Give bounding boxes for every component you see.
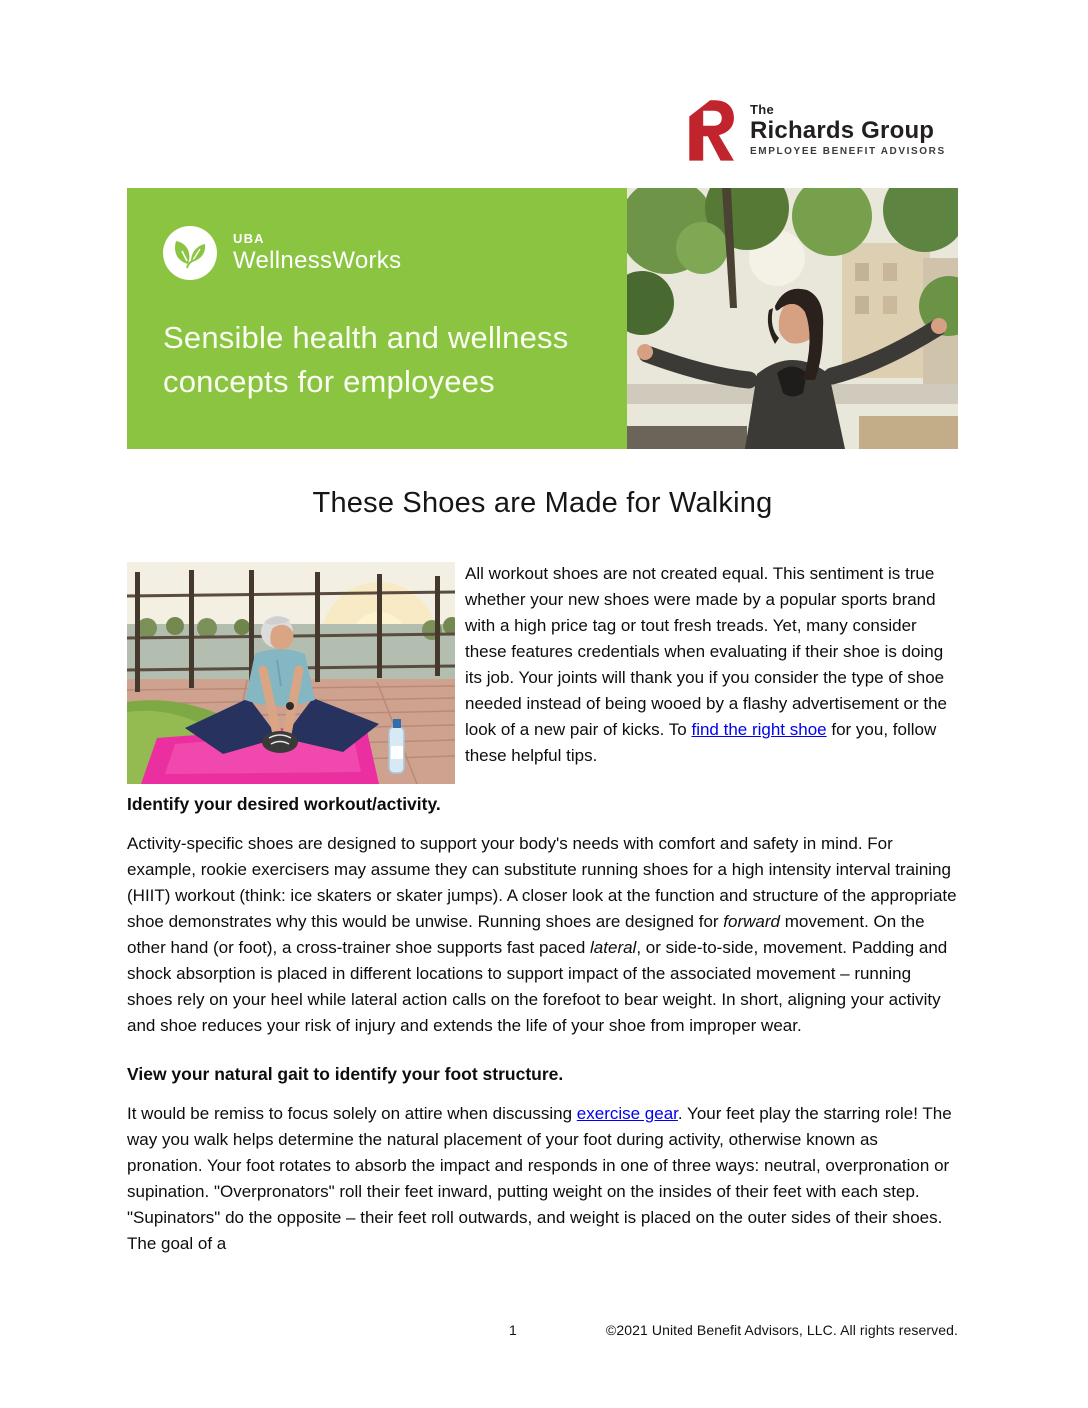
logo-tagline: EMPLOYEE BENEFIT ADVISORS [750, 146, 946, 158]
page-title: These Shoes are Made for Walking [312, 487, 773, 519]
section-heading-workout: Identify your desired workout/activity. [127, 794, 441, 814]
richards-group-logo [680, 92, 946, 166]
text-run: It would be remiss to focus solely on attire when discussing [127, 1103, 577, 1123]
text-run: All workout shoes are not created equal. This sentiment is true whether your new shoes were made by a popular sports brand with a high price tag or tout fresh treads. Yet, many consider these features credentials when evaluating if their shoe is doing its job. Your joints will thank you if you consider the type of shoe needed instead of being wooed by a flashy advertisement or the look of a new pair of kicks. To [465, 564, 947, 739]
inline-link[interactable]: exercise gear [576, 1103, 678, 1123]
logo-text [750, 92, 946, 157]
text-run: . Your feet play the starring role! The way you walk helps determine the natural placement of your foot during activity, otherwise known as pronation. Your foot rotates to absorb the impact and responds in one of three ways: neutral, overpronation or supination. "Overpronators" roll their feet inward, putting weight on the insides of their feet with each step. "Supinators" do the opposite – their feet roll outwards, and weight is placed on the outer sides of their shoes. The goal of a [127, 1103, 952, 1253]
richards-r-icon [680, 92, 738, 166]
italic-text: lateral [590, 937, 637, 957]
logo-the: The [750, 102, 775, 117]
page-number: 1 [509, 1322, 517, 1338]
banner-program-label: WellnessWorks [233, 247, 402, 274]
page-footer [127, 1322, 958, 1344]
banner-brand-text [233, 231, 401, 275]
wellnessworks-banner [127, 188, 958, 449]
banner-green-panel [127, 188, 627, 449]
banner-photo [627, 188, 958, 449]
article-body [127, 560, 958, 1272]
inline-link[interactable]: find the right shoe [691, 720, 827, 739]
text-run: for you, follow these helpful tips. [465, 720, 937, 765]
article-photo [127, 562, 455, 784]
banner-uba-label: UBA [233, 231, 265, 246]
uba-wellnessworks-logo [163, 226, 401, 280]
text-run: Activity-specific shoes are designed to support your body's needs with comfort and safety in mind. For example, rookie exercisers may assume they can substitute running shoes for a high intensity interval training (HIIT) workout (think: ice skaters or skater jumps). A closer look at the function and structure of the appropriate shoe demonstrates why this would be unwise. Running shoes are designed for [127, 833, 957, 931]
section-paragraph-gait [127, 1101, 958, 1257]
text-run: movement. On the other hand (or foot), a cross-trainer shoe supports fast paced [127, 911, 925, 957]
banner-tagline: Sensible health and wellness concepts for employees [163, 320, 569, 400]
leaf-icon [163, 226, 217, 280]
copyright-text: ©2021 United Benefit Advisors, LLC. All rights reserved. [605, 1322, 958, 1338]
text-run: , or side-to-side, movement. Padding and shock absorption is placed in different locations to support impact of the associated movement – running shoes rely on your heel while lateral action calls on the forefoot to bear weight. In short, aligning your activity and shoe reduces your risk of injury and extends the life of your shoe from improper wear. [127, 937, 948, 1035]
section-paragraph-workout [127, 831, 958, 1039]
logo-company-name: Richards Group [750, 117, 935, 144]
section-heading-gait: View your natural gait to identify your foot structure. [127, 1063, 564, 1084]
italic-text: forward [723, 911, 780, 931]
